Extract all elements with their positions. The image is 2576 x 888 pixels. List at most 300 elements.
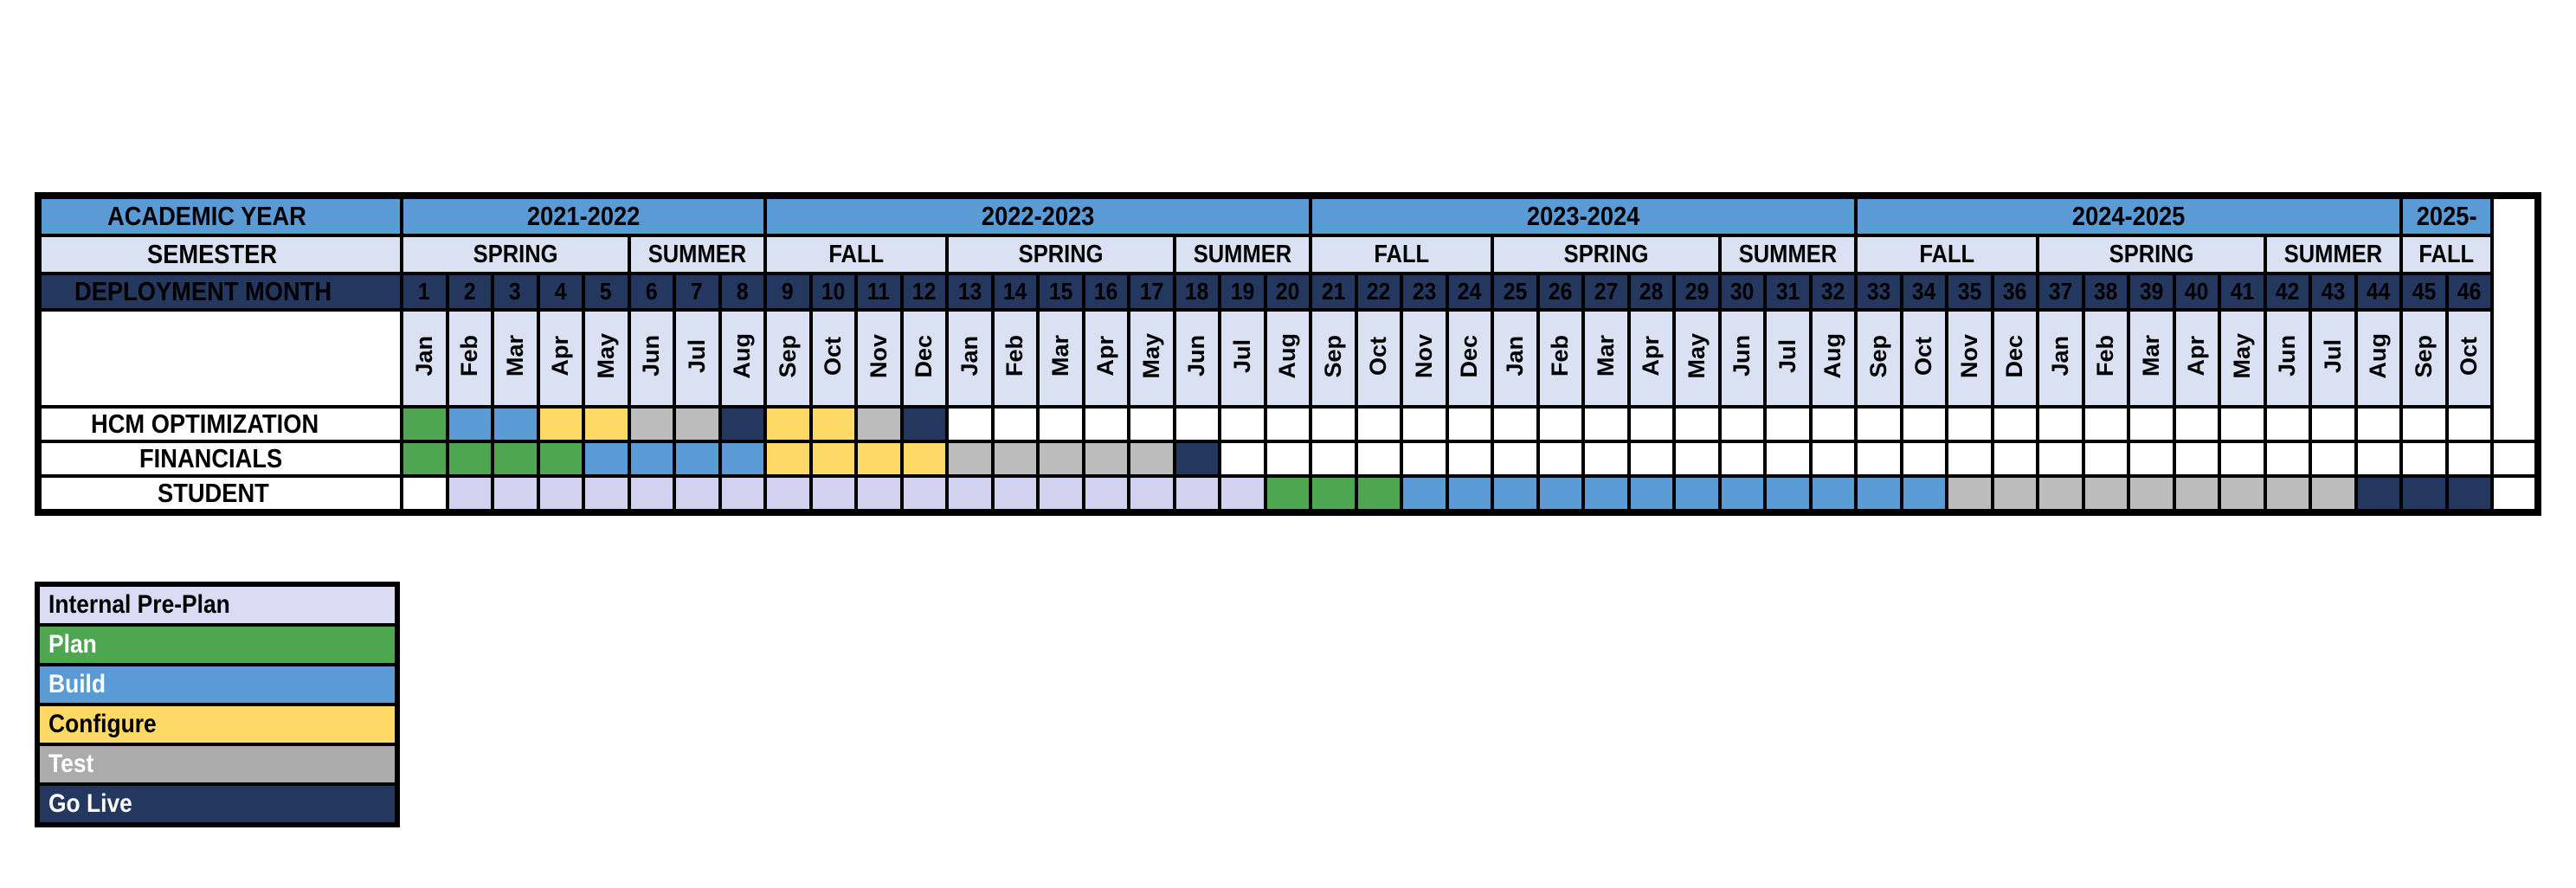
calendar-month-cell-text: Apr xyxy=(2183,336,2210,376)
phase-cell-empty xyxy=(1401,407,1447,441)
semester-header-cell xyxy=(1311,235,1492,273)
deployment-month-cell xyxy=(1311,273,1356,310)
calendar-month-cell xyxy=(2128,310,2174,407)
phase-cell-preplan xyxy=(629,476,675,512)
phase-cell-plan xyxy=(402,441,448,476)
phase-cell-empty xyxy=(1175,407,1220,441)
year-header-cell-text: 2025- xyxy=(2416,201,2477,231)
semester-header-cell xyxy=(2265,235,2402,273)
deployment-month-cell-text: 2 xyxy=(463,278,476,305)
deployment-month-cell xyxy=(1993,273,2038,310)
phase-cell-empty xyxy=(1583,407,1629,441)
legend-item-label: Build xyxy=(48,670,106,698)
phase-cell-golive xyxy=(2356,476,2402,512)
phase-cell-preplan xyxy=(1084,476,1130,512)
calendar-month-cell-text: Oct xyxy=(820,336,847,376)
phase-cell-empty xyxy=(1447,441,1493,476)
deployment-month-cell xyxy=(1674,273,1720,310)
year-header-cell xyxy=(2401,196,2492,235)
legend-item-label: Configure xyxy=(48,710,157,738)
phase-cell-empty xyxy=(1492,407,1538,441)
calendar-month-cell xyxy=(856,310,902,407)
phase-cell-empty xyxy=(1401,441,1447,476)
legend-item-label: Plan xyxy=(48,630,97,659)
phase-cell-empty xyxy=(2219,407,2265,441)
calendar-month-cell-text: May xyxy=(1683,333,1710,379)
phase-cell-empty xyxy=(1356,441,1402,476)
phase-cell-empty xyxy=(1265,441,1311,476)
phase-cell-empty xyxy=(1583,441,1629,476)
legend-item-preplan xyxy=(40,587,395,623)
deployment-month-cell-text: 21 xyxy=(1321,278,1345,305)
calendar-month-cell-text: Apr xyxy=(547,336,574,376)
year-header-cell xyxy=(1311,196,1856,235)
phase-cell-empty xyxy=(1856,407,1902,441)
deployment-month-cell xyxy=(1265,273,1311,310)
phase-cell-test xyxy=(2310,476,2356,512)
deployment-month-cell-text: 34 xyxy=(1912,278,1936,305)
legend-item-test xyxy=(40,743,395,782)
deployment-month-cell xyxy=(765,273,811,310)
calendar-month-cell xyxy=(1356,310,1402,407)
phase-cell-build xyxy=(1674,476,1720,512)
phase-cell-empty xyxy=(1811,441,1857,476)
deployment-month-cell-text: 1 xyxy=(418,278,431,305)
legend-item-label: Internal Pre-Plan xyxy=(48,590,230,619)
calendar-month-cell-text: May xyxy=(1137,333,1164,379)
phase-cell-empty xyxy=(1265,407,1311,441)
calendar-month-cell-text: Apr xyxy=(1092,336,1119,376)
deployment-month-cell-text: 19 xyxy=(1230,278,1254,305)
calendar-month-cell xyxy=(1129,310,1175,407)
phase-cell-empty xyxy=(1947,407,1993,441)
academic-year-row-label xyxy=(38,196,402,235)
phase-cell-empty xyxy=(1674,407,1720,441)
calendar-month-cell xyxy=(493,310,538,407)
calendar-month-cell-text: Aug xyxy=(2365,333,2392,379)
phase-cell-golive xyxy=(720,407,766,441)
month-row-corner xyxy=(38,310,402,407)
calendar-month-cell-text: Mar xyxy=(1046,335,1073,377)
deployment-month-cell-text: 45 xyxy=(2412,278,2436,305)
phase-cell-configure xyxy=(765,407,811,441)
phase-cell-empty xyxy=(1356,407,1402,441)
legend-item-label: Test xyxy=(48,750,94,778)
phase-cell-preplan xyxy=(993,476,1039,512)
calendar-month-cell xyxy=(2219,310,2265,407)
phase-cell-build xyxy=(1720,476,1766,512)
phase-cell-test xyxy=(2083,476,2129,512)
deployment-month-cell-text: 26 xyxy=(1549,278,1573,305)
semester-header-cell xyxy=(947,235,1175,273)
phase-cell-preplan xyxy=(448,476,493,512)
phase-cell-configure xyxy=(856,441,902,476)
phase-cell-empty xyxy=(2310,407,2356,441)
project-row-label xyxy=(38,476,402,512)
phase-cell-preplan xyxy=(902,476,948,512)
deployment-month-cell xyxy=(674,273,720,310)
calendar-month-cell xyxy=(1993,310,2038,407)
deployment-month-cell-text: 22 xyxy=(1367,278,1391,305)
calendar-month-cell xyxy=(1720,310,1766,407)
calendar-month-cell-text: Jan xyxy=(2046,336,2073,376)
phase-cell-empty xyxy=(947,407,993,441)
phase-cell-empty xyxy=(1538,441,1584,476)
academic-year-row-label-text: ACADEMIC YEAR xyxy=(107,201,307,231)
calendar-month-cell-text: Jul xyxy=(683,338,710,373)
deployment-month-cell-text: 46 xyxy=(2457,278,2482,305)
deployment-month-cell-text: 41 xyxy=(2230,278,2254,305)
calendar-month-cell-text: Feb xyxy=(456,335,483,377)
semester-header-cell-text: FALL xyxy=(2418,240,2475,268)
calendar-month-cell xyxy=(1947,310,1993,407)
year-header-cell xyxy=(765,196,1311,235)
year-header-cell-text: 2021-2022 xyxy=(526,201,641,231)
calendar-month-cell xyxy=(2447,310,2493,407)
phase-cell-plan xyxy=(1356,476,1402,512)
deployment-month-cell xyxy=(2401,273,2447,310)
phase-cell-build xyxy=(1447,476,1493,512)
phase-cell-empty xyxy=(2310,441,2356,476)
deployment-month-cell-text: 44 xyxy=(2367,278,2391,305)
semester-header-cell xyxy=(2401,235,2492,273)
semester-row-label xyxy=(38,235,402,273)
phase-cell-empty xyxy=(2401,441,2447,476)
phase-cell-empty xyxy=(1720,441,1766,476)
calendar-month-cell xyxy=(2265,310,2311,407)
calendar-month-cell xyxy=(674,310,720,407)
phase-cell-empty xyxy=(1538,407,1584,441)
phase-cell-golive xyxy=(1175,441,1220,476)
project-row-label-text: FINANCIALS xyxy=(139,443,283,473)
phase-cell-empty xyxy=(2128,407,2174,441)
semester-header-cell xyxy=(629,235,766,273)
phase-cell-preplan xyxy=(720,476,766,512)
phase-cell-test xyxy=(2128,476,2174,512)
deployment-month-cell-text: 7 xyxy=(691,278,704,305)
semester-header-cell-text: SPRING xyxy=(1018,240,1104,268)
calendar-month-cell xyxy=(2356,310,2402,407)
legend-item-configure xyxy=(40,703,395,743)
deployment-month-cell xyxy=(902,273,948,310)
deployment-month-cell-text: 17 xyxy=(1139,278,1163,305)
deployment-month-cell xyxy=(2174,273,2220,310)
calendar-month-cell-text: Sep xyxy=(2410,334,2437,378)
deployment-month-cell-text: 9 xyxy=(782,278,795,305)
deployment-month-cell-text: 15 xyxy=(1048,278,1072,305)
phase-cell-test xyxy=(674,407,720,441)
phase-cell-golive xyxy=(2447,476,2493,512)
semester-header-cell-text: FALL xyxy=(1919,240,1974,268)
phase-cell-test xyxy=(1084,441,1130,476)
calendar-month-cell xyxy=(1583,310,1629,407)
deployment-month-row-label-text: DEPLOYMENT MONTH xyxy=(74,276,332,306)
phase-cell-empty xyxy=(2128,441,2174,476)
phase-cell-build xyxy=(1856,476,1902,512)
deployment-month-cell-text: 16 xyxy=(1094,278,1118,305)
semester-header-cell xyxy=(2038,235,2265,273)
calendar-month-cell xyxy=(2174,310,2220,407)
deployment-month-cell xyxy=(1947,273,1993,310)
phase-cell-empty xyxy=(2447,441,2493,476)
calendar-month-cell xyxy=(2401,310,2447,407)
semester-header-cell-text: SUMMER xyxy=(647,240,746,268)
calendar-month-cell xyxy=(1765,310,1811,407)
phase-cell-test xyxy=(993,441,1039,476)
deployment-month-cell-text: 23 xyxy=(1412,278,1436,305)
phase-cell-empty xyxy=(2356,407,2402,441)
phase-cell-empty xyxy=(2174,441,2220,476)
phase-cell-empty xyxy=(2447,407,2493,441)
deployment-month-cell-text: 5 xyxy=(600,278,613,305)
legend-item-build xyxy=(40,663,395,703)
deployment-month-cell-text: 10 xyxy=(821,278,846,305)
phase-cell-preplan xyxy=(1220,476,1265,512)
semester-header-cell-text: SUMMER xyxy=(2283,240,2382,268)
deployment-month-cell xyxy=(2128,273,2174,310)
phase-cell-empty xyxy=(1629,441,1675,476)
legend-item-label: Go Live xyxy=(48,789,132,818)
calendar-month-cell xyxy=(1401,310,1447,407)
phase-cell-configure xyxy=(538,407,584,441)
calendar-month-cell xyxy=(629,310,675,407)
calendar-month-cell-text: Jan xyxy=(956,336,982,376)
deployment-month-cell-text: 27 xyxy=(1594,278,1618,305)
calendar-month-cell xyxy=(1265,310,1311,407)
phase-cell-test xyxy=(1947,476,1993,512)
deployment-month-cell xyxy=(1720,273,1766,310)
phase-cell-preplan xyxy=(765,476,811,512)
deployment-month-cell xyxy=(1765,273,1811,310)
phase-cell-empty xyxy=(1765,407,1811,441)
phase-cell-test xyxy=(2219,476,2265,512)
deployment-month-cell xyxy=(2356,273,2402,310)
phase-cell-empty xyxy=(1129,407,1175,441)
deployment-month-cell xyxy=(811,273,857,310)
calendar-month-cell-text: Feb xyxy=(1001,335,1028,377)
phase-cell-build xyxy=(1583,476,1629,512)
deployment-month-cell xyxy=(538,273,584,310)
semester-header-cell xyxy=(1175,235,1311,273)
deployment-month-cell xyxy=(1447,273,1493,310)
phase-cell-preplan xyxy=(1129,476,1175,512)
phase-cell-empty xyxy=(1084,407,1130,441)
calendar-month-cell xyxy=(1220,310,1265,407)
phase-cell-empty xyxy=(2356,441,2402,476)
phase-cell-empty xyxy=(1856,441,1902,476)
phase-cell-empty xyxy=(1447,407,1493,441)
deployment-month-cell-text: 13 xyxy=(957,278,982,305)
semester-header-cell-text: FALL xyxy=(1374,240,1429,268)
phase-cell-preplan xyxy=(856,476,902,512)
phase-cell-build xyxy=(720,441,766,476)
calendar-month-cell-text: Nov xyxy=(1410,333,1437,378)
deployment-month-cell xyxy=(1401,273,1447,310)
deployment-month-cell xyxy=(402,273,448,310)
phase-cell-plan xyxy=(1265,476,1311,512)
phase-cell-build xyxy=(448,407,493,441)
deployment-month-cell xyxy=(2265,273,2311,310)
phase-cell-test xyxy=(856,407,902,441)
calendar-month-cell-text: May xyxy=(592,333,619,379)
phase-cell-build xyxy=(1629,476,1675,512)
phase-cell-configure xyxy=(765,441,811,476)
deployment-month-cell xyxy=(1856,273,1902,310)
phase-cell-empty xyxy=(1720,407,1766,441)
deployment-month-cell-text: 36 xyxy=(2003,278,2027,305)
phase-cell-plan xyxy=(493,441,538,476)
calendar-month-cell xyxy=(1084,310,1130,407)
phase-cell-preplan xyxy=(493,476,538,512)
legend-item-plan xyxy=(40,623,395,663)
calendar-month-cell-text: Oct xyxy=(1910,336,1937,376)
calendar-month-cell-text: Mar xyxy=(2137,335,2164,377)
phase-cell-build xyxy=(1811,476,1857,512)
project-row-label-text: HCM OPTIMIZATION xyxy=(91,409,319,439)
deployment-month-cell-text: 43 xyxy=(2321,278,2345,305)
phase-cell-test xyxy=(629,407,675,441)
phase-cell-empty xyxy=(2265,441,2311,476)
phase-cell-build xyxy=(1492,476,1538,512)
deployment-month-cell xyxy=(1492,273,1538,310)
calendar-month-cell xyxy=(2310,310,2356,407)
calendar-month-cell-text: Apr xyxy=(1638,336,1665,376)
deployment-month-cell-text: 37 xyxy=(2048,278,2072,305)
phase-cell-empty xyxy=(1993,407,2038,441)
phase-cell-preplan xyxy=(1038,476,1084,512)
semester-header-cell-text: SUMMER xyxy=(1193,240,1291,268)
phase-cell-empty xyxy=(2265,407,2311,441)
calendar-month-cell-text: May xyxy=(2228,333,2255,379)
phase-cell-build xyxy=(583,441,629,476)
calendar-month-cell xyxy=(583,310,629,407)
deployment-month-cell-text: 42 xyxy=(2276,278,2300,305)
calendar-month-cell xyxy=(448,310,493,407)
phase-cell-preplan xyxy=(538,476,584,512)
phase-cell-empty xyxy=(1492,441,1538,476)
year-header-cell-text: 2023-2024 xyxy=(1526,201,1640,231)
calendar-month-cell-text: Jun xyxy=(1729,335,1755,377)
phase-cell-configure xyxy=(811,407,857,441)
phase-cell-empty xyxy=(1811,407,1857,441)
year-header-cell xyxy=(1856,196,2401,235)
project-row-label xyxy=(38,441,402,476)
calendar-month-cell xyxy=(1038,310,1084,407)
year-header-cell xyxy=(402,196,765,235)
deployment-month-cell xyxy=(947,273,993,310)
phase-cell-build xyxy=(1902,476,1948,512)
semester-header-cell-text: SUMMER xyxy=(1738,240,1837,268)
calendar-month-cell-text: Dec xyxy=(2001,334,2028,378)
deployment-month-cell xyxy=(629,273,675,310)
deployment-month-cell-text: 30 xyxy=(1730,278,1755,305)
phase-cell-plan xyxy=(1311,476,1356,512)
calendar-month-cell-text: Jul xyxy=(1228,338,1255,373)
deployment-month-cell xyxy=(1811,273,1857,310)
deployment-month-cell xyxy=(2083,273,2129,310)
calendar-month-cell xyxy=(765,310,811,407)
phase-cell-empty xyxy=(1220,407,1265,441)
phase-cell-preplan xyxy=(947,476,993,512)
phase-cell-empty xyxy=(2492,441,2538,476)
phase-cell-build xyxy=(1538,476,1584,512)
deployment-month-cell xyxy=(1220,273,1265,310)
calendar-month-cell-text: Jun xyxy=(638,335,665,377)
phase-cell-empty xyxy=(1311,441,1356,476)
deployment-month-cell xyxy=(1356,273,1402,310)
phase-cell-empty xyxy=(2038,407,2083,441)
deployment-month-cell-text: 38 xyxy=(2094,278,2118,305)
deployment-month-cell xyxy=(1038,273,1084,310)
phase-legend xyxy=(35,582,400,827)
phase-cell-test xyxy=(947,441,993,476)
calendar-month-cell-text: Jan xyxy=(410,336,437,376)
phase-cell-test xyxy=(2265,476,2311,512)
phase-cell-plan xyxy=(448,441,493,476)
calendar-month-cell xyxy=(2038,310,2083,407)
calendar-month-cell-text: Aug xyxy=(1274,333,1301,379)
legend-item-golive xyxy=(40,782,395,822)
semester-header-cell-text: FALL xyxy=(828,240,884,268)
deployment-month-cell-text: 12 xyxy=(912,278,937,305)
phase-cell-configure xyxy=(811,441,857,476)
deployment-month-cell-text: 20 xyxy=(1276,278,1300,305)
deployment-month-cell-text: 29 xyxy=(1684,278,1709,305)
semester-header-cell xyxy=(1856,235,2038,273)
deployment-month-cell-text: 28 xyxy=(1639,278,1664,305)
calendar-month-cell xyxy=(2083,310,2129,407)
phase-cell-build xyxy=(493,407,538,441)
phase-cell-empty xyxy=(1902,441,1948,476)
year-header-cell-text: 2024-2025 xyxy=(2071,201,2186,231)
deployment-month-cell xyxy=(2447,273,2493,310)
phase-cell-test xyxy=(1038,441,1084,476)
calendar-month-cell xyxy=(1311,310,1356,407)
deployment-month-cell-text: 35 xyxy=(1957,278,1981,305)
semester-header-cell xyxy=(1720,235,1857,273)
phase-cell-empty xyxy=(2083,441,2129,476)
calendar-month-cell xyxy=(1175,310,1220,407)
phase-cell-empty xyxy=(402,476,448,512)
deployment-month-cell xyxy=(2038,273,2083,310)
semester-header-cell xyxy=(402,235,629,273)
deployment-month-cell xyxy=(993,273,1039,310)
deployment-month-cell xyxy=(720,273,766,310)
year-header-cell-text: 2022-2023 xyxy=(981,201,1095,231)
phase-cell-empty xyxy=(2038,441,2083,476)
calendar-month-cell-text: Nov xyxy=(865,333,892,378)
semester-header-cell xyxy=(765,235,947,273)
deployment-month-cell-text: 33 xyxy=(1866,278,1890,305)
calendar-month-cell-text: Mar xyxy=(1592,335,1619,377)
semester-header-cell-text: SPRING xyxy=(1563,240,1649,268)
phase-cell-golive xyxy=(902,407,948,441)
deployment-month-cell xyxy=(448,273,493,310)
calendar-month-cell-text: Mar xyxy=(501,335,528,377)
phase-cell-configure xyxy=(902,441,948,476)
calendar-month-cell-text: Feb xyxy=(2092,335,2119,377)
calendar-month-cell-text: Jun xyxy=(1183,335,1210,377)
calendar-month-cell xyxy=(1492,310,1538,407)
deployment-month-cell-text: 24 xyxy=(1458,278,1482,305)
deployment-month-row-label xyxy=(38,273,402,310)
deployment-month-cell xyxy=(2219,273,2265,310)
phase-cell-configure xyxy=(583,407,629,441)
deployment-month-cell-text: 31 xyxy=(1775,278,1800,305)
phase-cell-empty xyxy=(1629,407,1675,441)
calendar-month-cell xyxy=(1538,310,1584,407)
phase-cell-test xyxy=(1993,476,2038,512)
